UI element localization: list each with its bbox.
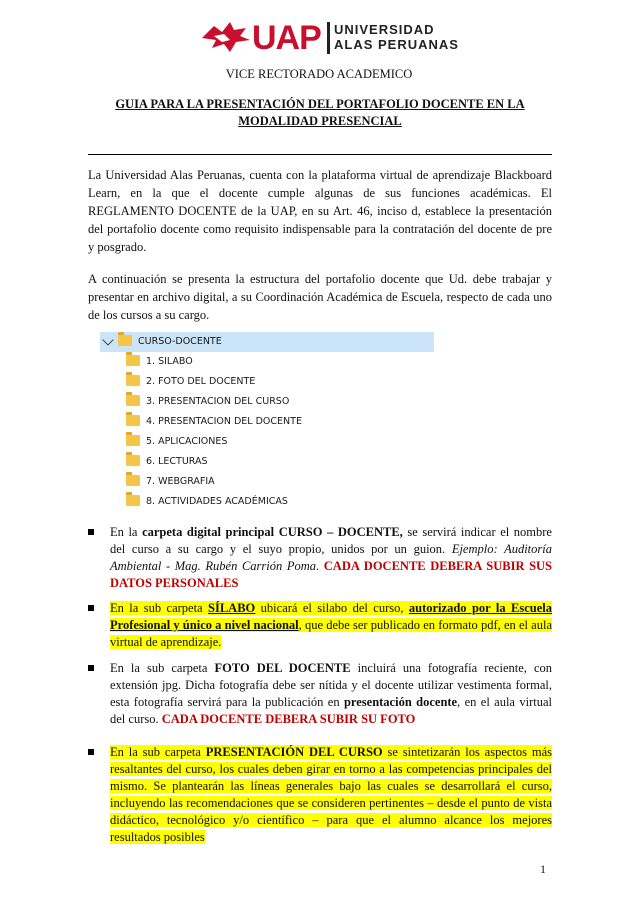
folder-icon — [126, 435, 140, 446]
folder-item[interactable]: 7. WEBGRAFIA — [126, 472, 215, 492]
folder-item[interactable]: 1. SILABO — [126, 352, 193, 372]
chevron-down-icon[interactable] — [102, 334, 113, 345]
office-heading: VICE RECTORADO ACADEMICO — [225, 67, 413, 81]
bullet-square-icon — [88, 665, 94, 671]
notice-foto: CADA DOCENTE DEBERA SUBIR SU FOTO — [161, 712, 416, 726]
document-title: GUIA PARA LA PRESENTACIÓN DEL PORTAFOLIO DOCENTE EN LA MODALIDAD PRESENCIAL — [115, 97, 525, 128]
logo-university-name: UNIVERSIDAD ALAS PERUANAS — [334, 22, 459, 52]
folder-tree — [100, 330, 434, 510]
folder-icon — [126, 415, 140, 426]
folder-icon — [118, 335, 132, 346]
folder-icon — [126, 475, 140, 486]
notice-datos-personales: CADA DOCENTE DEBERA SUBIR SUS DATOS PERSONALES — [110, 559, 553, 590]
bullet-carpeta-principal: En la carpeta digital principal CURSO – DOCENTE, se servirá indicar el nombre del curso a su cargo y el suyo propio, unidos por un guion. Ejemplo: Auditoría Ambiental - Mag. Rubén Carrión Poma. CADA DOCENTE DEBERA SUBIR SUS DATOS PERSONALES — [88, 524, 552, 592]
uap-logo — [200, 18, 470, 58]
structure-paragraph: A continuación se presenta la estructura del portafolio docente que Ud. debe trabajar y presentar en archivo digital, a su Coordinación Académica de Escuela, respecto de cada uno de los cursos a su cargo. — [88, 272, 552, 322]
title-divider — [88, 154, 552, 155]
folder-icon — [126, 455, 140, 466]
bullet-square-icon — [88, 529, 94, 535]
folder-item[interactable]: 8. ACTIVIDADES ACADÉMICAS — [126, 492, 288, 512]
intro-paragraph: La Universidad Alas Peruanas, cuenta con la plataforma virtual de aprendizaje Blackboard Learn, en la que el docente cumple algunas de sus funciones académicas. El REGLAMENTO DOCENTE de la UAP, en su Art. 46, inciso d, establece la presentación del portafolio docente como requisito indispensable para la contratación del docente de pre y posgrado. — [88, 168, 552, 254]
page-number: 1 — [540, 862, 546, 876]
folder-item[interactable]: 2. FOTO DEL DOCENTE — [126, 372, 255, 392]
folder-item[interactable]: 5. APLICACIONES — [126, 432, 227, 452]
bullet-square-icon — [88, 605, 94, 611]
bullet-presentacion-curso: En la sub carpeta PRESENTACIÓN DEL CURSO se sintetizarán los aspectos más resaltantes del curso, los cuales deben girar en torno a las competencias principales del mismo. Se plantearán las líneas generales bajo las cuales se desarrollará el curso, incluyendo las recomendaciones que se consideren pertinentes – desde el punto de vista didáctico, tecnológico y/o científico – para que el alumno alcance los mejores resultados posibles — [88, 744, 552, 846]
condor-logo-icon — [200, 18, 252, 58]
logo-uap-text: UAP — [252, 19, 321, 57]
bullet-foto-docente: En la sub carpeta FOTO DEL DOCENTE incluirá una fotografía reciente, con extensión jpg. Dicha fotografía debe ser nítida y el docente utilizar vestimenta formal, esta fotografía servirá para la publicación en presentación docente, en el aula virtual del curso. CADA DOCENTE DEBERA SUBIR SU FOTO — [88, 660, 552, 728]
folder-tree-root[interactable]: CURSO-DOCENTE — [100, 332, 222, 352]
folder-item[interactable]: 3. PRESENTACION DEL CURSO — [126, 392, 289, 412]
logo-separator — [327, 22, 330, 54]
folder-icon — [126, 375, 140, 386]
folder-item[interactable]: 4. PRESENTACION DEL DOCENTE — [126, 412, 302, 432]
folder-item[interactable]: 6. LECTURAS — [126, 452, 208, 472]
folder-icon — [126, 395, 140, 406]
bullet-silabo: En la sub carpeta SÍLABO ubicará el silabo del curso, autorizado por la Escuela Profesional y único a nivel nacional, que debe ser publicado en formato pdf, en el aula virtual de aprendizaje. — [88, 600, 552, 651]
folder-icon — [126, 355, 140, 366]
bullet-square-icon — [88, 749, 94, 755]
folder-icon — [126, 495, 140, 506]
